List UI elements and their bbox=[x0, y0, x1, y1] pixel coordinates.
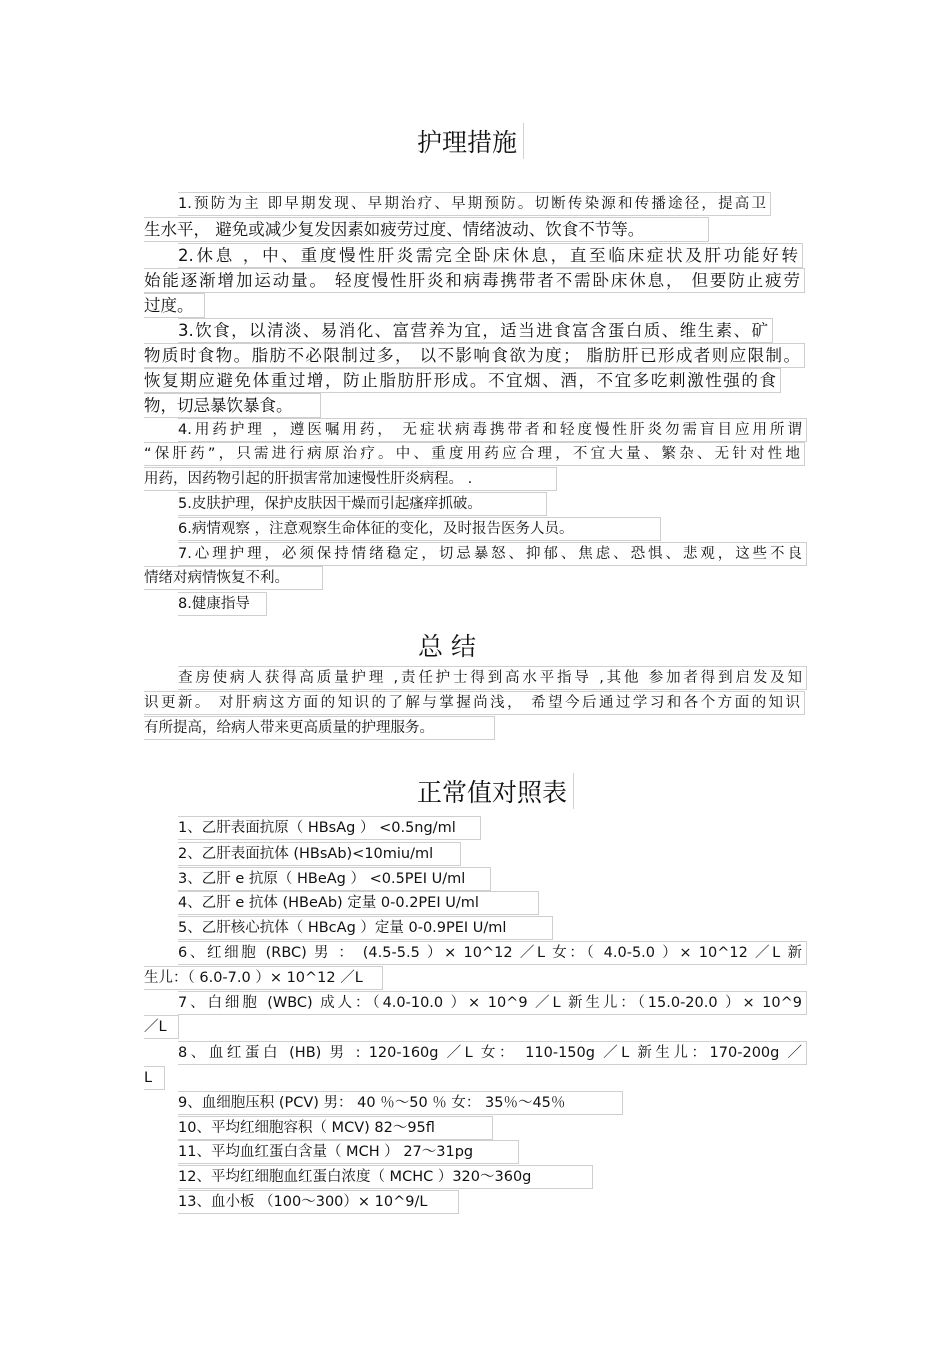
reference-line: 7、白细胞 (WBC) 成人：（4.0-10.0 ）× 10^9 ／L 新生儿：（15.0-20.0 ）× 10^9 bbox=[144, 991, 840, 1015]
reference-line: L bbox=[144, 1066, 806, 1090]
summary-title: 总 结 bbox=[418, 632, 476, 661]
reference-line: 生儿：（ 6.0-7.0 ）× 10^12 ／L bbox=[144, 966, 806, 990]
nursing-line: 3.饮食，以清淡、易消化、富营养为宜，适当进食富含蛋白质、维生素、矿 bbox=[144, 318, 840, 343]
reference-line: 10、平均红细胞容积（ MCV) 82～95fl bbox=[144, 1116, 840, 1140]
reference-line: 13、血小板 （100～300）× 10^9/L bbox=[144, 1190, 840, 1214]
nursing-line: 物，切忌暴饮暴食。 bbox=[144, 393, 806, 418]
reference-line: ／L bbox=[144, 1015, 806, 1039]
nursing-line: “保肝药”，只需进行病原治疗。中、重度用药应合理，不宜大量、繁杂、无针对性地 bbox=[144, 442, 806, 466]
reference-line: 9、血细胞压积 (PCV) 男： 40 ％～50 ％ 女： 35％～45％ bbox=[144, 1091, 840, 1115]
summary-line: 查房使病人获得高质量护理 ,责任护士得到高水平指导 ,其他 参加者得到启发及知 bbox=[144, 666, 840, 690]
nursing-line: 5.皮肤护理，保护皮肤因干燥而引起瘙痒抓破。 bbox=[144, 492, 840, 516]
nursing-line: 始能逐渐增加运动量。 轻度慢性肝炎和病毒携带者不需卧床休息， 但要防止疲劳 bbox=[144, 268, 806, 293]
nursing-line: 情绪对病情恢复不利。 bbox=[144, 566, 806, 590]
nursing-line: 1.预防为主 即早期发现、早期治疗、早期预防。切断传染源和传播途径，提高卫 bbox=[144, 192, 840, 216]
reference-line: 11、平均血红蛋白含量（ MCH ） 27～31pg bbox=[144, 1140, 840, 1164]
reference-line: 2、乙肝表面抗体 (HBsAb)<10miu/ml bbox=[144, 842, 840, 866]
nursing-line: 恢复期应避免体重过增，防止脂肪肝形成。不宜烟、酒，不宜多吃刺激性强的食 bbox=[144, 368, 806, 393]
reference-line: 1、乙肝表面抗原（ HBsAg ） <0.5ng/ml bbox=[144, 816, 840, 840]
reference-line: 3、乙肝 e 抗原（ HBeAg ） <0.5PEI U/ml bbox=[144, 867, 840, 891]
nursing-line: 物质时食物。脂肪不必限制过多， 以不影响食欲为度； 脂肪肝已形成者则应限制。 bbox=[144, 343, 806, 368]
nursing-title: 护理措施 bbox=[417, 123, 524, 159]
reference-line: 8、血红蛋白 (HB) 男 : 120-160g ／L 女： 110-150g ／L 新生儿：170-200g ／ bbox=[144, 1041, 840, 1065]
nursing-line: 6.病情观察 ，注意观察生命体征的变化，及时报告医务人员。 bbox=[144, 517, 840, 541]
nursing-line: 4.用药护理 ，遵医嘱用药， 无症状病毒携带者和轻度慢性肝炎勿需盲目应用所谓 bbox=[144, 418, 840, 442]
reference-line: 12、平均红细胞血红蛋白浓度（ MCHC ）320～360g bbox=[144, 1165, 840, 1189]
nursing-line: 过度。 bbox=[144, 293, 806, 318]
reference-line: 4、乙肝 e 抗体 (HBeAb) 定量 0-0.2PEI U/ml bbox=[144, 891, 840, 915]
nursing-line: 2.休息 ，中、重度慢性肝炎需完全卧床休息，直至临床症状及肝功能好转 bbox=[144, 243, 840, 268]
summary-line: 识更新。 对肝病这方面的知识的了解与掌握尚浅， 希望今后通过学习和各个方面的知识 bbox=[144, 691, 806, 715]
reference-line: 5、乙肝核心抗体（ HBcAg ）定量 0-0.9PEI U/ml bbox=[144, 916, 840, 940]
reference-line: 6、红细胞 (RBC) 男 ： (4.5-5.5 ）× 10^12 ／L 女：（ 4.0-5.0 ）× 10^12 ／L 新 bbox=[144, 941, 840, 965]
nursing-line: 用药，因药物引起的肝损害常加速慢性肝炎病程。 . bbox=[144, 467, 806, 491]
reference-title: 正常值对照表 bbox=[417, 773, 574, 809]
nursing-line: 生水平， 避免或减少复发因素如疲劳过度、情绪波动、饮食不节等。 bbox=[144, 217, 806, 242]
nursing-line: 8.健康指导 bbox=[144, 592, 840, 616]
nursing-line: 7.心理护理，必须保持情绪稳定，切忌暴怒、抑郁、焦虑、恐惧、悲观，这些不良 bbox=[144, 542, 840, 566]
summary-line: 有所提高，给病人带来更高质量的护理服务。 bbox=[144, 716, 806, 740]
